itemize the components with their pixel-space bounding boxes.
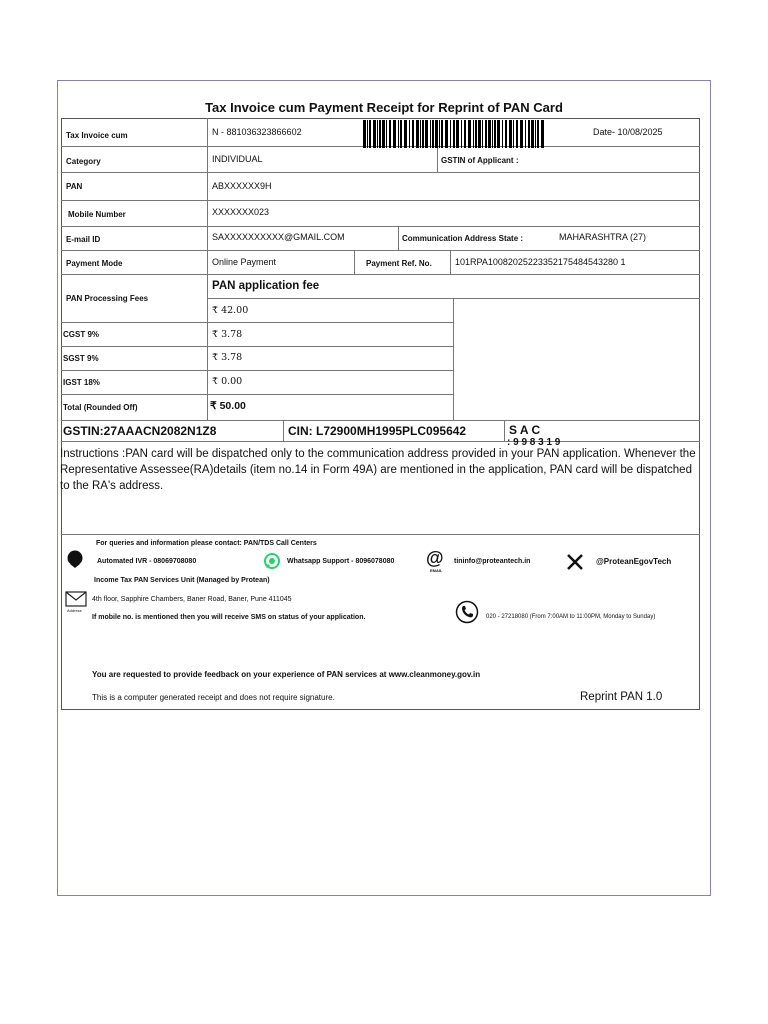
barcode-bar — [473, 120, 474, 148]
sac-code: : 9 9 8 3 1 9 — [507, 437, 561, 448]
col-divider — [450, 250, 451, 274]
helpline-phone: 020 - 27218080 (From 7:00AM to 11:00PM, Monday to Sunday) — [486, 614, 656, 620]
row-divider — [61, 346, 453, 347]
barcode-bar — [382, 120, 385, 148]
row-divider — [61, 200, 700, 201]
email-value: SAXXXXXXXXXX@GMAIL.COM — [212, 232, 345, 242]
barcode-bar — [516, 120, 518, 148]
barcode-bar — [478, 120, 481, 148]
barcode-bar — [541, 120, 544, 148]
gstin-number: GSTIN:27AAACN2082N1Z8 — [63, 424, 217, 438]
barcode-bar — [377, 120, 378, 148]
col-divider — [354, 250, 355, 274]
sgst-value: ₹ 3.78 — [212, 352, 243, 363]
sac-label: S A C — [509, 423, 541, 437]
barcode-bar — [393, 120, 396, 148]
barcode-bar — [502, 120, 503, 148]
fee-value: ₹ 42.00 — [212, 305, 249, 316]
barcode-bar — [363, 120, 366, 148]
row-divider — [61, 394, 453, 395]
igst-label: IGST 18% — [63, 378, 100, 387]
barcode-bar — [445, 120, 448, 148]
row-divider — [61, 172, 700, 173]
email-icon-caption: EMAIL — [430, 568, 443, 573]
cin-number: CIN: L72900MH1995PLC095642 — [288, 424, 467, 438]
barcode-bar — [441, 120, 443, 148]
col-divider — [207, 118, 208, 420]
mobile-label: Mobile Number — [68, 210, 126, 219]
row-divider — [61, 322, 453, 323]
barcode-bar — [416, 120, 419, 148]
barcode-bar — [409, 120, 410, 148]
email-label: E-mail ID — [66, 235, 101, 244]
barcode-bar — [373, 120, 376, 148]
ivr-number: Automated IVR - 08069708080 — [97, 558, 197, 565]
total-label: Total (Rounded Off) — [63, 403, 138, 412]
pan-unit-name: Income Tax PAN Services Unit (Managed by Protean) — [94, 577, 270, 584]
payment-ref-label: Payment Ref. No. — [366, 259, 432, 268]
cgst-value: ₹ 3.78 — [212, 329, 243, 340]
category-value: INDIVIDUAL — [212, 154, 263, 164]
barcode-bar — [456, 120, 459, 148]
headset-icon — [66, 549, 84, 569]
barcode-bar — [439, 120, 440, 148]
col-divider — [453, 298, 454, 420]
contact-email: tininfo@proteantech.in — [454, 558, 531, 565]
barcode-bar — [369, 120, 371, 148]
row-divider — [61, 274, 700, 275]
barcode-bar — [412, 120, 414, 148]
pan-label: PAN — [66, 182, 83, 191]
barcode-bar — [420, 120, 421, 148]
fee-header: PAN application fee — [212, 280, 320, 292]
cgst-label: CGST 9% — [63, 330, 100, 339]
barcode-bar — [513, 120, 514, 148]
barcode-bar — [464, 120, 466, 148]
col-divider — [283, 420, 284, 441]
state-label: Communication Address State : — [402, 234, 524, 243]
barcode-bar — [398, 120, 399, 148]
instructions-text: Instructions :PAN card will be dispatched only to the communication address provided in your PAN application. Whenever the Representative Assessee(RA)details (item no.14 in Form 49A) are mentioned in the application, PAN card will be dispatched to the RA's address. — [60, 448, 696, 492]
sms-note: If mobile no. is mentioned then you will receive SMS on status of your application. — [92, 614, 366, 621]
barcode-bar — [494, 120, 496, 148]
barcode-bar — [509, 120, 512, 148]
row-divider — [61, 420, 700, 421]
whatsapp-number: Whatsapp Support - 8096078080 — [287, 558, 395, 565]
state-value: MAHARASHTRA (27) — [559, 232, 647, 242]
email-at-icon: @ — [426, 548, 444, 568]
mobile-value: XXXXXXX023 — [212, 207, 270, 217]
row-divider — [61, 226, 700, 227]
barcode-bar — [525, 120, 526, 148]
barcode-bar — [520, 120, 523, 148]
barcode-bar — [505, 120, 507, 148]
whatsapp-icon — [263, 552, 281, 570]
invoice-date: Date- 10/08/2025 — [593, 127, 663, 137]
invoice-number: N - 881036323866602 — [212, 127, 302, 137]
contact-header: For queries and information please contact: PAN/TDS Call Centers — [96, 540, 317, 547]
twitter-handle: @ProteanEgovTech — [596, 557, 672, 566]
barcode-bar — [461, 120, 462, 148]
invoice-label: Tax Invoice cum — [66, 131, 128, 140]
barcode-bar — [535, 120, 536, 148]
barcode-bar — [492, 120, 493, 148]
feedback-text: You are requested to provide feedback on your experience of PAN services at www.cleanmoney.gov.in — [92, 670, 481, 679]
row-divider — [61, 370, 453, 371]
category-label: Category — [66, 157, 101, 166]
col-divider — [504, 420, 505, 441]
barcode-bar — [404, 120, 407, 148]
barcode-bar — [453, 120, 455, 148]
x-twitter-icon — [566, 553, 584, 571]
igst-value: ₹ 0.00 — [212, 376, 243, 387]
row-divider — [61, 534, 700, 535]
receipt-title: Tax Invoice cum Payment Receipt for Reprint of PAN Card — [205, 100, 563, 115]
row-divider — [61, 441, 700, 442]
barcode-bar — [389, 120, 391, 148]
payment-mode-value: Online Payment — [212, 257, 277, 267]
payment-ref-value: 101RPA10082025223352175484543280 1 — [455, 257, 626, 267]
total-value: ₹ 50.00 — [210, 400, 246, 412]
barcode-bar — [432, 120, 434, 148]
barcode-bar — [482, 120, 483, 148]
barcode-bar — [485, 120, 487, 148]
barcode-bar — [422, 120, 424, 148]
barcode-bar — [367, 120, 368, 148]
barcode-bar — [531, 120, 534, 148]
barcode-bar — [528, 120, 530, 148]
barcode-bar — [468, 120, 471, 148]
version-label: Reprint PAN 1.0 — [580, 691, 663, 703]
barcode-bar — [435, 120, 438, 148]
envelope-icon — [65, 591, 87, 607]
phone-icon — [455, 600, 479, 624]
barcode-image — [363, 120, 545, 148]
barcode-bar — [425, 120, 428, 148]
barcode-bar — [488, 120, 491, 148]
barcode-bar — [475, 120, 477, 148]
barcode-bar — [430, 120, 431, 148]
row-divider — [61, 250, 700, 251]
payment-mode-label: Payment Mode — [66, 259, 123, 268]
col-divider — [398, 226, 399, 250]
barcode-bar — [537, 120, 539, 148]
barcode-bar — [450, 120, 451, 148]
signature-note: This is a computer generated receipt and does not require signature. — [92, 693, 335, 702]
pan-value: ABXXXXXX9H — [212, 181, 272, 191]
barcode-bar — [497, 120, 500, 148]
processing-fees-label: PAN Processing Fees — [66, 294, 149, 303]
sgst-label: SGST 9% — [63, 354, 99, 363]
col-divider — [437, 146, 438, 172]
address-icon-caption: Address — [67, 608, 82, 613]
office-address: 4th floor, Sapphire Chambers, Baner Road, Baner, Pune 411045 — [92, 596, 292, 603]
barcode-bar — [379, 120, 381, 148]
barcode-bar — [400, 120, 402, 148]
gstin-applicant-label: GSTIN of Applicant : — [441, 156, 519, 165]
barcode-bar — [386, 120, 387, 148]
